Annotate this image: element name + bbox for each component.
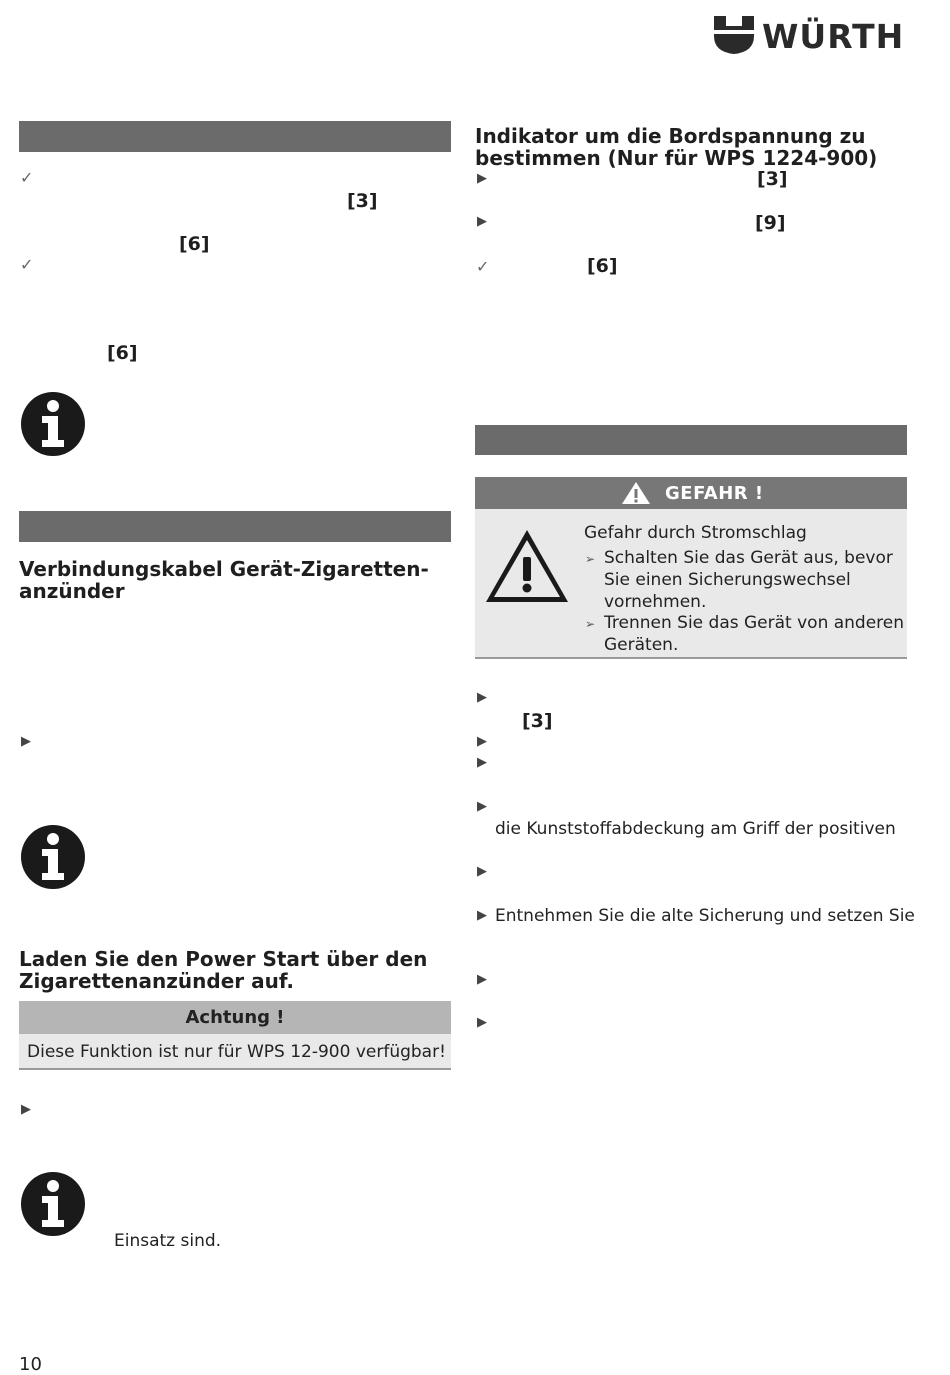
ref-label: [6] <box>179 233 210 255</box>
check-icon: ✓ <box>476 257 490 276</box>
notice-text: Diese Funktion ist nur für WPS 12-900 verfügbar! <box>27 1042 446 1062</box>
danger-item-line: Geräten. <box>604 635 679 655</box>
info-icon <box>20 1171 86 1237</box>
info-icon <box>20 824 86 890</box>
brand-name: WÜRTH <box>762 17 905 56</box>
arrowhead-icon: ➢ <box>585 552 596 566</box>
arrow-bullet-icon: ▶ <box>477 799 487 814</box>
arrow-bullet-icon: ▶ <box>477 1015 487 1030</box>
danger-item-line: Sie einen Sicherungswechsel <box>604 570 851 590</box>
section-heading: Indikator um die Bordspannung zu bestimmen (Nur für WPS 1224-900) <box>475 124 878 170</box>
wurth-logo <box>712 14 908 56</box>
info-icon <box>20 391 86 457</box>
arrow-bullet-icon: ▶ <box>477 972 487 987</box>
body-text: Einsatz sind. <box>114 1231 222 1251</box>
ref-label: [6] <box>587 255 618 277</box>
danger-item-line: Trennen Sie das Gerät von anderen <box>604 613 905 633</box>
danger-box <box>475 509 907 659</box>
warning-icon <box>621 481 651 505</box>
ref-label: [3] <box>347 190 378 212</box>
arrow-bullet-icon: ▶ <box>477 755 487 770</box>
danger-header <box>475 477 907 509</box>
section-bar <box>19 511 451 542</box>
arrow-bullet-icon: ▶ <box>477 734 487 749</box>
body-text: Entnehmen Sie die alte Sicherung und setzen Sie <box>495 906 915 926</box>
arrow-bullet-icon: ▶ <box>21 734 31 749</box>
ref-label: [6] <box>107 342 138 364</box>
arrow-bullet-icon: ▶ <box>477 864 487 879</box>
notice-box <box>19 1034 451 1070</box>
danger-item-line: vornehmen. <box>604 592 707 612</box>
arrow-bullet-icon: ▶ <box>477 908 487 923</box>
arrow-bullet-icon: ▶ <box>477 690 487 705</box>
check-icon: ✓ <box>20 168 34 187</box>
arrow-bullet-icon: ▶ <box>21 1102 31 1117</box>
section-heading: Laden Sie den Power Start über den Zigarettenanzünder auf. <box>19 947 428 993</box>
ref-label: [3] <box>522 710 553 732</box>
ref-label: [9] <box>755 212 786 234</box>
page-number: 10 <box>19 1354 42 1375</box>
section-heading: Verbindungskabel Gerät-Zigaretten- anzünder <box>19 557 429 603</box>
notice-title: Achtung ! <box>19 1001 451 1034</box>
arrow-bullet-icon: ▶ <box>477 214 487 229</box>
danger-title: GEFAHR ! <box>665 483 764 504</box>
arrowhead-icon: ➢ <box>585 617 596 631</box>
check-icon: ✓ <box>20 255 34 274</box>
ref-label: [3] <box>757 168 788 190</box>
section-bar <box>19 121 451 152</box>
danger-lead: Gefahr durch Stromschlag <box>584 523 807 543</box>
wurth-logo-mark-icon <box>712 14 756 56</box>
section-bar <box>475 425 907 455</box>
body-text: die Kunststoffabdeckung am Griff der positiven <box>495 819 896 839</box>
warning-triangle-icon <box>483 527 571 605</box>
danger-item-line: Schalten Sie das Gerät aus, bevor <box>604 548 893 568</box>
arrow-bullet-icon: ▶ <box>477 171 487 186</box>
